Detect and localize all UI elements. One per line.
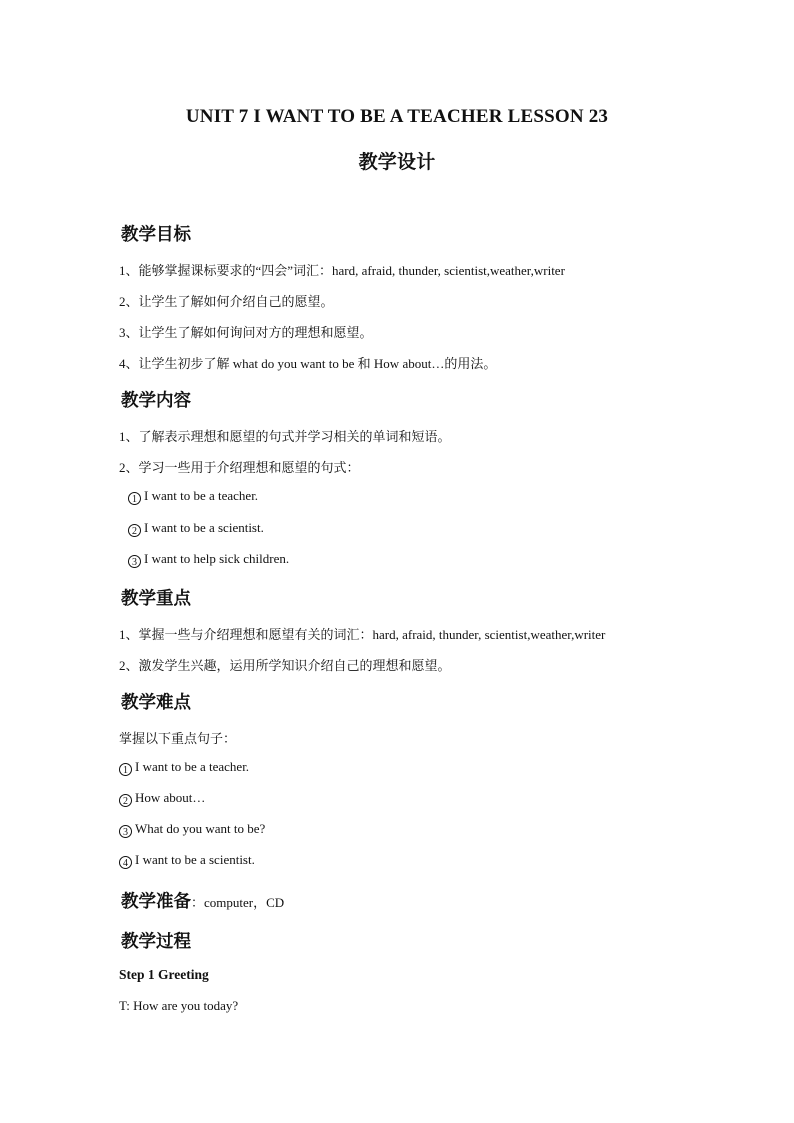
heading-objectives: 教学目标 (121, 224, 191, 244)
objective-item: 1、能够掌握课标要求的“四会”词汇：hard, afraid, thunder, scientist,weather,writer (119, 263, 565, 278)
dialogue-line: T: How are you today? (119, 998, 239, 1013)
difficulty-sentence (119, 790, 205, 807)
sentence-text: I want to be a teacher. (135, 759, 250, 774)
sentence-text: I want to be a teacher. (144, 488, 259, 503)
step-heading: Step 1 Greeting (119, 967, 209, 982)
sentence-text: How about… (135, 790, 206, 805)
circled-number: 2 (119, 794, 132, 807)
difficulties-intro: 掌握以下重点句子： (119, 731, 237, 746)
document-title: UNIT 7 I WANT TO BE A TEACHER LESSON 23 (185, 106, 609, 127)
objective-item: 3、让学生了解如何询问对方的理想和愿望。 (119, 325, 373, 340)
circled-number: 3 (119, 825, 132, 838)
circled-number: 2 (128, 524, 141, 537)
preparation-text: computer，CD (204, 895, 285, 910)
document-subtitle: 教学设计 (358, 152, 436, 173)
sentence-text: I want to help sick children. (144, 551, 290, 566)
content-item: 2、学习一些用于介绍理想和愿望的句式： (119, 460, 360, 475)
objective-item: 2、让学生了解如何介绍自己的愿望。 (119, 294, 334, 309)
heading-content: 教学内容 (121, 390, 191, 410)
heading-key-points: 教学重点 (121, 588, 191, 608)
objective-item: 4、让学生初步了解 what do you want to be 和 How about…的用法。 (119, 356, 497, 371)
key-point-item: 1、掌握一些与介绍理想和愿望有关的词汇：hard, afraid, thunder, scientist,weather,writer (119, 627, 606, 642)
content-sentence (128, 488, 258, 505)
content-sentence (128, 551, 289, 568)
preparation-colon: ： (191, 895, 205, 910)
circled-number: 3 (128, 555, 141, 568)
heading-difficulties: 教学难点 (121, 692, 191, 712)
sentence-text: I want to be a scientist. (144, 520, 264, 535)
sentence-text: I want to be a scientist. (135, 852, 255, 867)
content-sentence (128, 520, 264, 537)
difficulty-sentence (119, 759, 249, 776)
sentence-text: What do you want to be? (135, 821, 266, 836)
circled-number: 1 (119, 763, 132, 776)
circled-number: 4 (119, 856, 132, 869)
key-point-item: 2、激发学生兴趣，运用所学知识介绍自己的理想和愿望。 (119, 658, 451, 673)
preparation-line (121, 888, 284, 913)
heading-process: 教学过程 (121, 931, 191, 951)
difficulty-sentence (119, 821, 265, 838)
circled-number: 1 (128, 492, 141, 505)
difficulty-sentence (119, 852, 255, 869)
heading-preparation: 教学准备 (121, 891, 191, 911)
content-item: 1、了解表示理想和愿望的句式并学习相关的单词和短语。 (119, 429, 451, 444)
